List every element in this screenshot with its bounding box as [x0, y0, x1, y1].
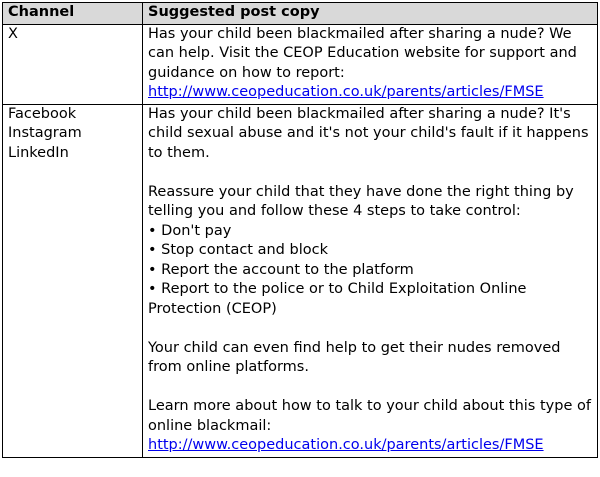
post-copy-table	[2, 2, 598, 458]
ceop-link[interactable]: http://www.ceopeducation.co.uk/parents/articles/FMSE	[148, 84, 544, 100]
channel-name: X	[8, 25, 18, 42]
table-row	[3, 104, 598, 457]
post-copy-cell	[143, 104, 598, 457]
post-copy-text: Has your child been blackmailed after sharing a nude? We can help. Visit the CEOP Education website for support and guidance on how to report:	[148, 25, 577, 81]
channel-cell	[3, 24, 143, 104]
step-item-stop-contact: • Stop contact and block	[148, 242, 328, 258]
post-copy-paragraph-2: Reassure your child that they have done the right thing by telling you and follow these 4 steps to take control:	[148, 183, 574, 219]
step-item-dont-pay: • Don't pay	[148, 222, 232, 239]
channel-name-facebook: Facebook	[8, 105, 77, 122]
post-copy-paragraph-4: Learn more about how to talk to your child about this type of online blackmail:	[148, 398, 591, 434]
post-copy-paragraph-3: Your child can even find help to get their nudes removed from online platforms.	[148, 339, 561, 375]
channel-name-linkedin: LinkedIn	[8, 144, 69, 161]
step-item-report-police: • Report to the police or to Child Exploitation Online Protection (CEOP)	[148, 281, 527, 317]
column-header-channel: Channel	[3, 3, 143, 25]
header-row	[3, 3, 598, 25]
step-item-report-platform: • Report the account to the platform	[148, 261, 414, 278]
column-header-suggested-post-copy: Suggested post copy	[143, 3, 598, 25]
post-copy-paragraph-1: Has your child been blackmailed after sharing a nude? It's child sexual abuse and it's not your child's fault if it happens to them.	[148, 105, 589, 161]
ceop-link[interactable]: http://www.ceopeducation.co.uk/parents/articles/FMSE	[148, 437, 544, 453]
post-copy-cell	[143, 24, 598, 104]
channel-cell	[3, 104, 143, 457]
table-row	[3, 24, 598, 104]
channel-name-instagram: Instagram	[8, 125, 82, 141]
